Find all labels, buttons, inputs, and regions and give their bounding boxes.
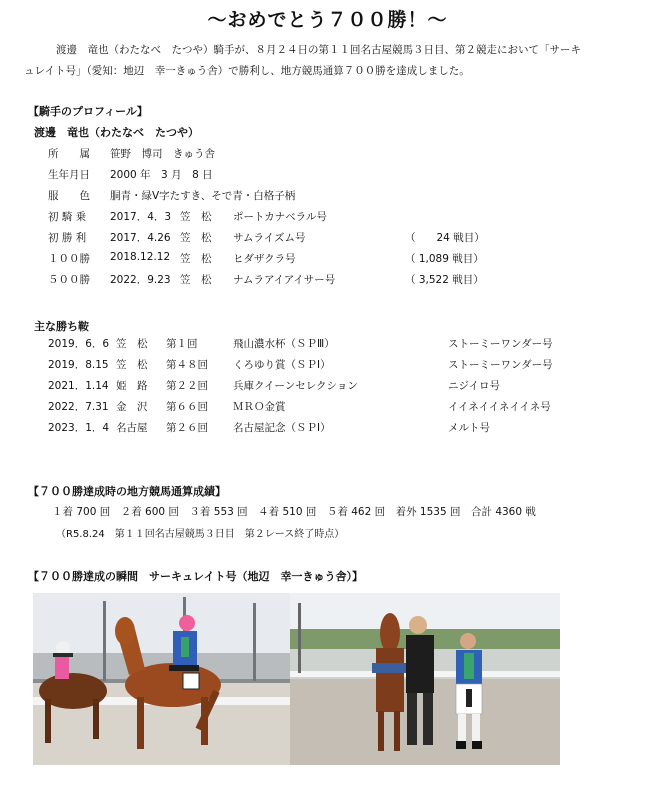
intro-paragraph [24,40,634,82]
race-finish-photo [33,593,290,765]
jockey-name: 渡邊 竜也（わたなべ たつや） [34,126,199,139]
intro-line-1: 渡邊 竜也（わたなべ たつや）騎手が、８月２４日の第１１回名古屋競馬３日目、第２競走において「サーキ [56,44,581,56]
intro-line-2: ュレイト号」（愛知：地辺 幸一きゅう舎）で勝利し、地方競馬通算７００勝を達成しました。 [24,65,470,77]
career-stats-line: １着 700 回 ２着 600 回 ３着 553 回 ４着 510 回 ５着 462 回 着外 1535 回 合計 4360 戦 [52,506,536,518]
profile-heading: 【騎手のプロフィール】 [28,105,148,118]
winners-circle-photo [290,593,560,765]
major-wins-heading: 主な勝ち鞍 [34,320,89,333]
page-title: ～おめでとう７００勝！～ [207,9,448,31]
career-stats-note: （R5.8.24 第１１回名古屋競馬３日目 第２レース終了時点） [56,529,345,540]
victory-moment-heading: 【７００勝達成の瞬間 サーキュレイト号（地辺 幸一きゅう舎）】 [28,570,363,583]
career-stats-heading: 【７００勝達成時の地方競馬通算成績】 [28,485,226,498]
